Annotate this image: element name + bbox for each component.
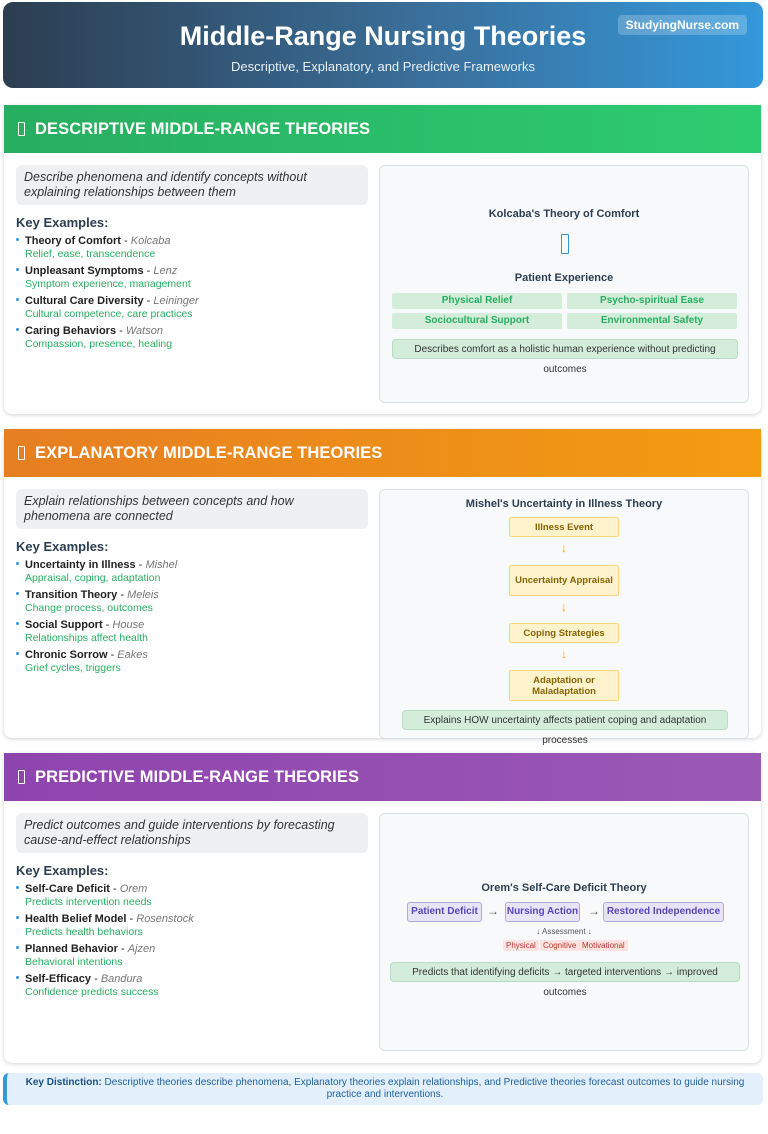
comfort-cell: Psycho-spiritual Ease xyxy=(567,293,737,309)
example-name: Planned Behavior xyxy=(25,943,118,955)
example-name: Uncertainty in Illness xyxy=(25,559,136,571)
example-author: House xyxy=(112,619,145,631)
explanatory-examples xyxy=(16,558,368,675)
example-author: Meleis xyxy=(127,589,159,601)
key-examples-label: Key Examples: xyxy=(16,539,109,554)
list-item: Unpleasant Symptoms - Lenz Symptom experience, management xyxy=(16,264,368,291)
example-name: Self-Care Deficit xyxy=(25,883,110,895)
bullet-icon xyxy=(16,886,19,889)
arrow-right-icon: → xyxy=(588,904,600,918)
example-author: Eakes xyxy=(117,649,148,661)
example-author: Bandura xyxy=(100,973,143,985)
example-name: Theory of Comfort xyxy=(25,235,121,247)
example-detail: Grief cycles, triggers xyxy=(25,662,121,674)
example-name: Health Belief Model xyxy=(25,913,127,925)
comfort-cell: Environmental Safety xyxy=(567,313,737,329)
self-care-diagram xyxy=(379,813,749,1051)
assessment-tag: Motivational xyxy=(579,940,628,951)
descriptive-heading: DESCRIPTIVE MIDDLE-RANGE THEORIES xyxy=(35,119,371,138)
descriptive-content xyxy=(16,165,368,351)
example-author: Leininger xyxy=(153,295,199,307)
bullet-icon xyxy=(16,268,19,271)
page-subtitle: Descriptive, Explanatory, and Predictive Frameworks xyxy=(231,59,535,74)
example-detail: Symptom experience, management xyxy=(25,278,191,290)
example-name: Transition Theory xyxy=(25,589,118,601)
list-item: Planned Behavior - Ajzen Behavioral intentions xyxy=(16,942,368,969)
example-detail: Compassion, presence, healing xyxy=(25,338,173,350)
example-detail: Behavioral intentions xyxy=(25,956,123,968)
diagram-title: Orem's Self-Care Deficit Theory xyxy=(481,882,647,894)
process-box: Nursing Action xyxy=(505,902,580,922)
assessment-tag: Physical xyxy=(503,940,539,951)
flow-step: Uncertainty Appraisal xyxy=(509,565,619,596)
predictive-content xyxy=(16,813,368,999)
bullet-icon xyxy=(16,622,19,625)
example-author: Kolcaba xyxy=(130,235,171,247)
bookmark-icon xyxy=(18,770,25,784)
example-name: Caring Behaviors xyxy=(25,325,117,337)
arrow-right-icon: → xyxy=(487,904,499,918)
predictive-heading-band xyxy=(4,753,761,801)
predictive-examples xyxy=(16,882,368,999)
bullet-icon xyxy=(16,562,19,565)
example-author: Ajzen xyxy=(127,943,156,955)
descriptive-description: Describe phenomena and identify concepts without explaining relationships between them xyxy=(16,165,368,205)
bullet-icon xyxy=(16,976,19,979)
diagram-note: Explains HOW uncertainty affects patient coping and adaptation processes xyxy=(402,710,728,730)
list-item: Theory of Comfort - Kolcaba Relief, ease, transcendence xyxy=(16,234,368,261)
descriptive-examples xyxy=(16,234,368,351)
list-item: Uncertainty in Illness - Mishel Appraisal, coping, adaptation xyxy=(16,558,368,585)
bullet-icon xyxy=(16,298,19,301)
page-title: Middle-Range Nursing Theories xyxy=(179,21,587,51)
example-author: Mishel xyxy=(145,559,178,571)
list-item: Chronic Sorrow - Eakes Grief cycles, triggers xyxy=(16,648,368,675)
predictive-description: Predict outcomes and guide interventions by forecasting cause-and-effect relationships xyxy=(16,813,368,853)
predictive-heading: PREDICTIVE MIDDLE-RANGE THEORIES xyxy=(35,767,360,786)
uncertainty-diagram xyxy=(379,489,749,746)
list-item: Self-Care Deficit - Orem Predicts intervention needs xyxy=(16,882,368,909)
brand-badge[interactable]: StudyingNurse.com xyxy=(618,15,747,35)
explanatory-content xyxy=(16,489,368,675)
explanatory-description: Explain relationships between concepts and how phenomena are connected xyxy=(16,489,368,529)
key-distinction-footer xyxy=(3,1073,763,1105)
example-author: Watson xyxy=(125,325,163,337)
example-detail: Predicts health behaviors xyxy=(25,926,143,938)
footer-label: Key Distinction: xyxy=(25,1077,102,1088)
list-item: Caring Behaviors - Watson Compassion, presence, healing xyxy=(16,324,368,351)
bullet-icon xyxy=(16,238,19,241)
diagram-note: Describes comfort as a holistic human experience without predicting outcomes xyxy=(392,339,738,359)
bookmark-icon xyxy=(18,446,25,460)
flow-step: Adaptation or Maladaptation xyxy=(509,670,619,701)
example-detail: Cultural competence, care practices xyxy=(25,308,193,320)
list-item: Transition Theory - Meleis Change process, outcomes xyxy=(16,588,368,615)
arrow-down-icon: ↓ xyxy=(561,541,567,555)
bullet-icon xyxy=(16,328,19,331)
assessment-label: ↓ Assessment ↓ xyxy=(536,927,592,936)
diagram-title: Mishel's Uncertainty in Illness Theory xyxy=(465,498,663,510)
comfort-cell: Sociocultural Support xyxy=(392,313,562,329)
key-examples-label: Key Examples: xyxy=(16,863,109,878)
bullet-icon xyxy=(16,946,19,949)
bullet-icon xyxy=(16,916,19,919)
list-item: Health Belief Model - Rosenstock Predicts health behaviors xyxy=(16,912,368,939)
descriptive-section xyxy=(4,105,761,414)
diagram-center-label: Patient Experience xyxy=(514,272,614,284)
comfort-cell: Physical Relief xyxy=(392,293,562,309)
predictive-section xyxy=(4,753,761,1063)
example-name: Social Support xyxy=(25,619,103,631)
assessment-tag: Cognitive xyxy=(540,940,579,951)
example-detail: Relationships affect health xyxy=(25,632,148,644)
example-name: Self-Efficacy xyxy=(25,973,92,985)
diagram-title: Kolcaba's Theory of Comfort xyxy=(488,208,640,220)
bullet-icon xyxy=(16,652,19,655)
list-item: Self-Efficacy - Bandura Confidence predicts success xyxy=(16,972,368,999)
example-detail: Predicts intervention needs xyxy=(25,896,152,908)
list-item: Cultural Care Diversity - Leininger Cultural competence, care practices xyxy=(16,294,368,321)
explanatory-heading: EXPLANATORY MIDDLE-RANGE THEORIES xyxy=(35,443,383,462)
example-name: Cultural Care Diversity xyxy=(25,295,144,307)
example-author: Rosenstock xyxy=(136,913,194,925)
example-detail: Relief, ease, transcendence xyxy=(25,248,156,260)
bookmark-icon xyxy=(18,122,25,136)
arrow-down-icon: ↓ xyxy=(561,647,567,661)
example-author: Orem xyxy=(119,883,148,895)
arrow-down-icon: ↓ xyxy=(561,600,567,614)
person-icon xyxy=(561,234,569,254)
key-examples-label: Key Examples: xyxy=(16,215,109,230)
explanatory-heading-band xyxy=(4,429,761,477)
example-detail: Change process, outcomes xyxy=(25,602,153,614)
list-item: Social Support - House Relationships affect health xyxy=(16,618,368,645)
process-box: Patient Deficit xyxy=(407,902,482,922)
descriptive-heading-band xyxy=(4,105,761,153)
process-box: Restored Independence xyxy=(603,902,724,922)
explanatory-section xyxy=(4,429,761,746)
page-header xyxy=(3,2,763,88)
comfort-diagram xyxy=(379,165,749,403)
bullet-icon xyxy=(16,592,19,595)
example-author: Lenz xyxy=(153,265,178,277)
example-detail: Confidence predicts success xyxy=(25,986,159,998)
example-name: Chronic Sorrow xyxy=(25,649,108,661)
example-name: Unpleasant Symptoms xyxy=(25,265,144,277)
diagram-note: Predicts that identifying deficits → targeted interventions → improved outcomes xyxy=(390,962,740,982)
flow-step: Coping Strategies xyxy=(509,623,619,643)
footer-text: Descriptive theories describe phenomena, Explanatory theories explain relationships, and Predictive theories forecast outcomes to guide nursing practice and interventions. xyxy=(101,1077,745,1100)
flow-step: Illness Event xyxy=(509,517,619,537)
example-detail: Appraisal, coping, adaptation xyxy=(25,572,161,584)
